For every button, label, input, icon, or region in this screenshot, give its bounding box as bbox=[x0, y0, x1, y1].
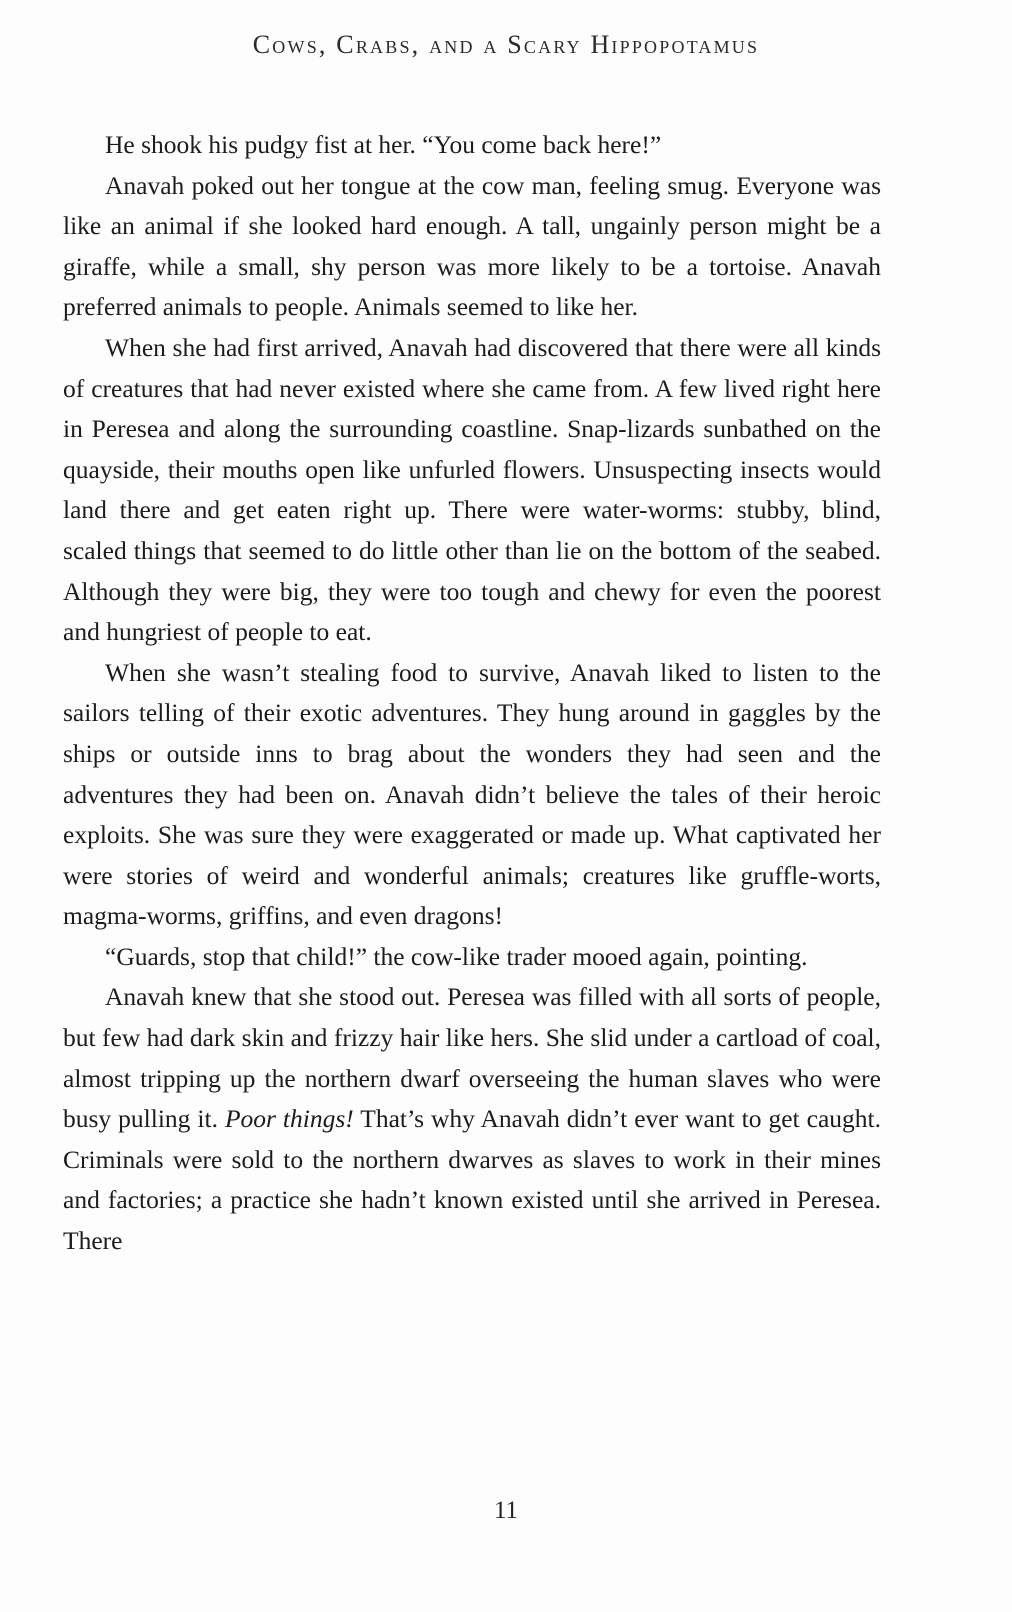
paragraph-3: When she had first arrived, Anavah had discovered that there were all kinds of creatures that had never existed where she came from. A few lived right here in Peresea and along the surrounding coastline. Snap-lizards sunbathed on the quayside, their mouths open like unfurled flowers. Unsuspecting insects would land there and get eaten right up. There were water-worms: stubby, blind, scaled things that seemed to do little other than lie on the bottom of the seabed. Although they were big, they were too tough and chewy for even the poorest and hungriest of people to eat. bbox=[63, 332, 881, 647]
running-head: Cows, Crabs, and a Scary Hippopotamus bbox=[252, 30, 760, 59]
page-number: 11 bbox=[493, 1497, 519, 1524]
paragraph-6 bbox=[63, 977, 881, 1261]
paragraph-6-end: That’s why Anavah didn’t ever want to get caught. Criminals were sold to the northern dwarves as slaves to work in their mines and factories; a practice she hadn’t known existed until she arrived in Peresea. There bbox=[63, 1104, 881, 1256]
paragraph-1: He shook his pudgy fist at her. “You come back here!” bbox=[105, 130, 662, 159]
paragraph-5: “Guards, stop that child!” the cow-like trader mooed again, pointing. bbox=[105, 941, 808, 971]
paragraph-6-italic: Poor things! bbox=[224, 1104, 354, 1134]
paragraph-4: When she wasn’t stealing food to survive, Anavah liked to listen to the sailors telling of their exotic adventures. They hung around in gaggles by the ships or outside inns to brag about the wonders they had seen and the adventures they had been on. Anavah didn’t believe the tales of their heroic exploits. She was sure they were exaggerated or made up. What captivated her were stories of weird and wonderful animals; creatures like gruffle-worts, magma-worms, griffins, and even dragons! bbox=[63, 657, 881, 931]
paragraph-2: Anavah poked out her tongue at the cow man, feeling smug. Everyone was like an animal if she looked hard enough. A tall, ungainly person might be a giraffe, while a small, shy person was more likely to be a tortoise. Anavah preferred animals to people. Animals seemed to like her. bbox=[63, 170, 881, 322]
paragraph-6-start: Anavah knew that she stood out. Peresea was filled with all sorts of people, but few had dark skin and frizzy hair like hers. She slid under a cartload of coal, almost tripping up the northern dwarf overseeing the human slaves who were busy pulling it. bbox=[63, 982, 881, 1134]
body-text bbox=[63, 125, 881, 1262]
